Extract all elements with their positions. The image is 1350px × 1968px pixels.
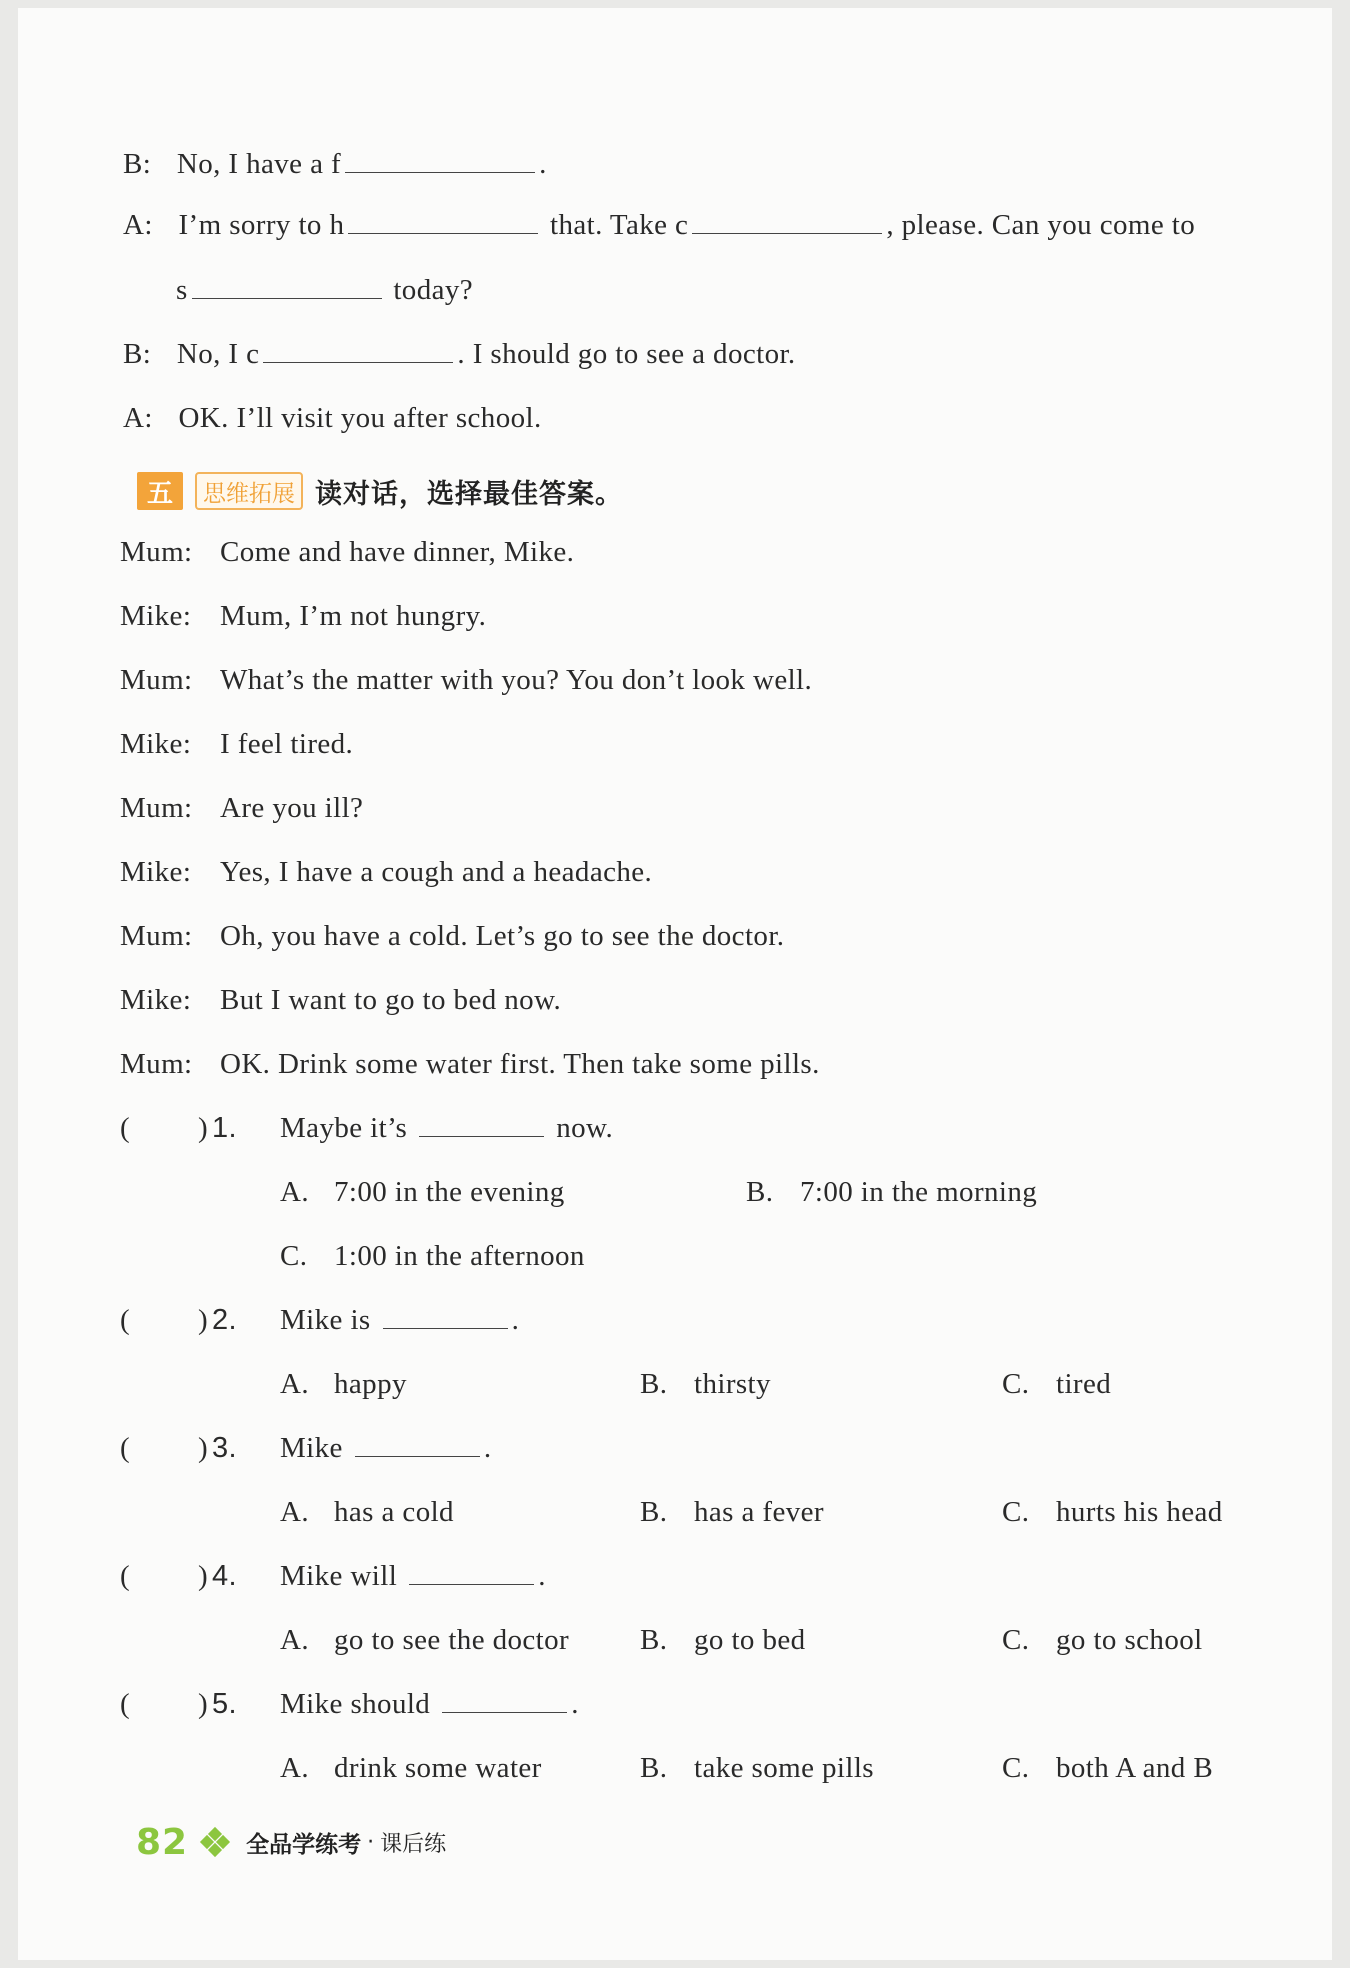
- answer-paren-close: ): [198, 1112, 209, 1144]
- dialogue1-line-2: [123, 207, 1195, 243]
- q3-option-a[interactable]: A. has a cold: [280, 1496, 454, 1528]
- question-number: 4.: [212, 1560, 237, 1592]
- q5-option-b[interactable]: B. take some pills: [640, 1752, 874, 1784]
- speaker-label: Mum:: [120, 1048, 193, 1080]
- dialogue2-line: [120, 918, 784, 954]
- speaker-label: Mum:: [120, 920, 193, 952]
- dialogue1-line-3: [176, 272, 473, 308]
- q1-option-b[interactable]: B. 7:00 in the morning: [746, 1176, 1038, 1208]
- answer-blank[interactable]: [692, 207, 882, 234]
- q2-option-b[interactable]: B. thirsty: [640, 1368, 771, 1400]
- answer-paren-open: (: [120, 1432, 131, 1464]
- speaker-label: Mike:: [120, 600, 192, 632]
- q4-option-b[interactable]: B. go to bed: [640, 1624, 806, 1656]
- dialogue-text: . I should go to see a doctor.: [457, 338, 796, 370]
- dialogue-text: OK. Drink some water first. Then take some pills.: [220, 1048, 820, 1080]
- dialogue-text: Oh, you have a cold. Let’s go to see the doctor.: [220, 920, 785, 952]
- dialogue-text: What’s the matter with you? You don’t look well.: [220, 664, 813, 696]
- brand-separator: ·: [367, 1829, 375, 1855]
- question-number: 3.: [212, 1432, 237, 1464]
- speaker-label: Mum:: [120, 792, 193, 824]
- q4-option-a[interactable]: A. go to see the doctor: [280, 1624, 570, 1656]
- answer-blank[interactable]: [355, 1430, 480, 1457]
- answer-paren-close: ): [198, 1304, 209, 1336]
- page-footer: [136, 1821, 446, 1863]
- answer-paren-open: (: [120, 1560, 131, 1592]
- q5-option-c[interactable]: C. both A and B: [1002, 1752, 1214, 1784]
- dialogue-text: today?: [393, 274, 474, 306]
- answer-paren-open: (: [120, 1688, 131, 1720]
- answer-paren-close: ): [198, 1688, 209, 1720]
- dialogue-text: .: [539, 148, 547, 180]
- dialogue-text: OK. I’ll visit you after school.: [178, 402, 542, 434]
- dialogue-text: But I want to go to bed now.: [220, 984, 562, 1016]
- dialogue-text: Mum, I’m not hungry.: [220, 600, 487, 632]
- question-number: 5.: [212, 1688, 237, 1720]
- q1-option-c[interactable]: C. 1:00 in the afternoon: [280, 1240, 585, 1272]
- speaker-label: Mike:: [120, 856, 192, 888]
- dialogue-text: Are you ill?: [220, 792, 364, 824]
- answer-paren-close: ): [198, 1560, 209, 1592]
- brand-name: 全品学练考: [246, 1831, 362, 1858]
- q2-option-a[interactable]: A. happy: [280, 1368, 407, 1400]
- section-heading: [137, 471, 623, 511]
- question-text: now.: [556, 1112, 614, 1144]
- dialogue1-line-4: [123, 336, 796, 372]
- speaker-label: B:: [123, 338, 152, 370]
- section-number-badge: 五: [137, 472, 183, 510]
- q3-option-c[interactable]: C. hurts his head: [1002, 1496, 1223, 1528]
- answer-blank[interactable]: [263, 336, 453, 363]
- dialogue1-line-1: [123, 146, 547, 182]
- dialogue2-line: [120, 534, 574, 570]
- question-text: Mike will: [280, 1560, 398, 1592]
- dialogue-text: No, I have a f: [176, 148, 342, 180]
- question-text: .: [483, 1432, 492, 1464]
- answer-blank[interactable]: [442, 1686, 567, 1713]
- speaker-label: A:: [123, 402, 153, 434]
- brand-subtitle: 课后练: [380, 1831, 447, 1857]
- q4-option-c[interactable]: C. go to school: [1002, 1624, 1203, 1656]
- question-text: .: [511, 1304, 520, 1336]
- answer-paren-close: ): [198, 1432, 209, 1464]
- question-number: 1.: [212, 1112, 237, 1144]
- dialogue-text: I’m sorry to h: [178, 209, 345, 241]
- question-text: Maybe it’s: [280, 1112, 408, 1144]
- answer-paren-open: (: [120, 1304, 131, 1336]
- answer-blank[interactable]: [348, 207, 538, 234]
- workbook-page: [18, 8, 1332, 1960]
- speaker-label: B:: [123, 148, 152, 180]
- dialogue-text: s: [176, 274, 188, 306]
- dialogue2-line: [120, 982, 561, 1018]
- answer-blank[interactable]: [383, 1302, 508, 1329]
- diamond-cluster-icon: [202, 1829, 228, 1855]
- dialogue-text: I feel tired.: [220, 728, 354, 760]
- dialogue2-line: [120, 662, 812, 698]
- question-number: 2.: [212, 1304, 237, 1336]
- dialogue-text: No, I c: [176, 338, 260, 370]
- section-instruction: 读对话，选择最佳答案。: [315, 478, 623, 510]
- dialogue2-line: [120, 854, 652, 890]
- speaker-label: Mum:: [120, 536, 193, 568]
- dialogue2-line: [120, 598, 486, 634]
- speaker-label: Mum:: [120, 664, 193, 696]
- q5-option-a[interactable]: A. drink some water: [280, 1752, 542, 1784]
- answer-blank[interactable]: [419, 1110, 544, 1137]
- speaker-label: Mike:: [120, 728, 192, 760]
- question-text: Mike should: [280, 1688, 431, 1720]
- q1-option-a[interactable]: A. 7:00 in the evening: [280, 1176, 565, 1208]
- question-text: .: [538, 1560, 546, 1592]
- dialogue-text: that. Take c: [550, 209, 689, 241]
- dialogue2-line: [120, 1046, 820, 1082]
- answer-paren-open: (: [120, 1112, 131, 1144]
- dialogue-text: Come and have dinner, Mike.: [220, 536, 575, 568]
- section-tag: 思维拓展: [195, 472, 303, 510]
- answer-blank[interactable]: [192, 272, 382, 299]
- dialogue-text: Yes, I have a cough and a headache.: [220, 856, 653, 888]
- page-number: 82: [136, 1821, 189, 1863]
- speaker-label: Mike:: [120, 984, 192, 1016]
- dialogue2-line: [120, 790, 363, 826]
- answer-blank[interactable]: [409, 1558, 534, 1585]
- q3-option-b[interactable]: B. has a fever: [640, 1496, 824, 1528]
- question-text: Mike: [280, 1432, 343, 1464]
- dialogue2-line: [120, 726, 353, 762]
- dialogue1-line-5: [123, 400, 542, 436]
- question-text: Mike is: [280, 1304, 371, 1336]
- answer-blank[interactable]: [345, 146, 535, 173]
- dialogue-text: , please. Can you come to: [886, 209, 1196, 241]
- question-text: .: [571, 1688, 579, 1720]
- q2-option-c[interactable]: C. tired: [1002, 1368, 1112, 1400]
- speaker-label: A:: [123, 209, 153, 241]
